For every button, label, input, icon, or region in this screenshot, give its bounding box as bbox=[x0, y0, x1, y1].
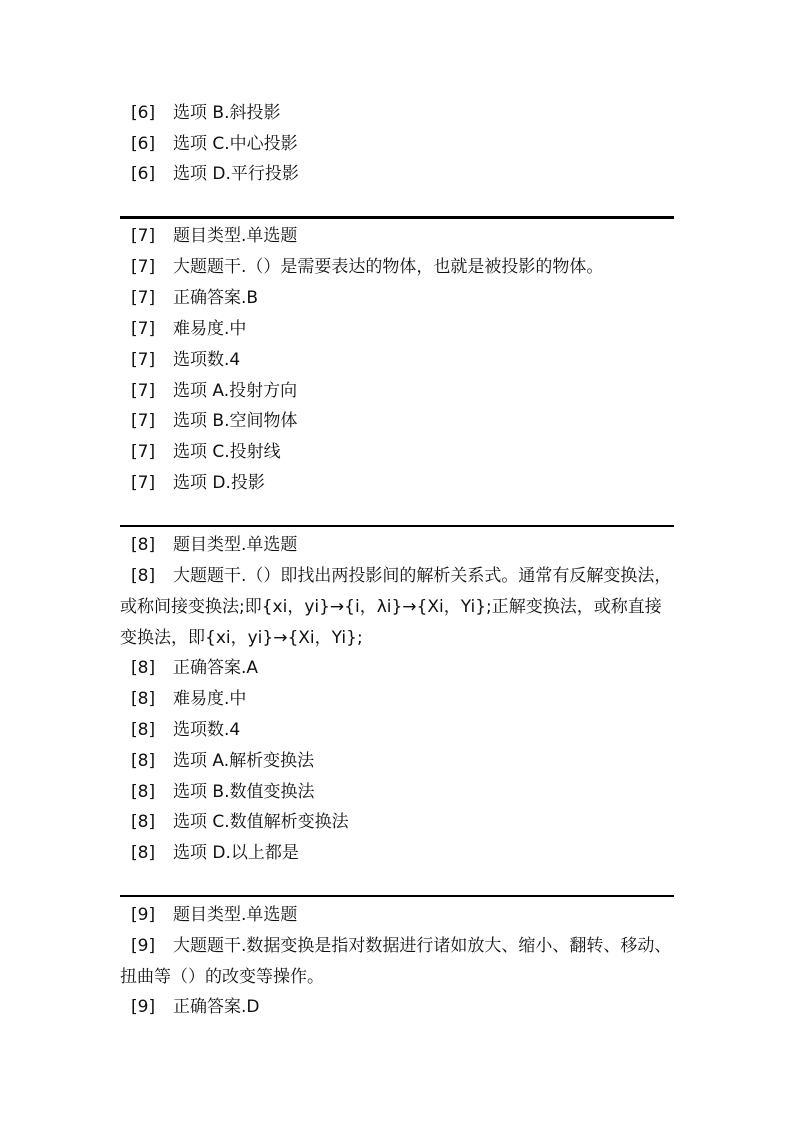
q7-difficulty-text: 难易度.中 bbox=[173, 319, 247, 339]
q7-answer bbox=[131, 286, 258, 310]
q7-type bbox=[131, 224, 297, 248]
q8-option-count-text: 选项数.4 bbox=[173, 720, 241, 740]
q8-option-a-text: 选项 A.解析变换法 bbox=[173, 751, 315, 771]
q9-stem bbox=[120, 931, 675, 993]
q8-tag: [8] bbox=[131, 782, 156, 802]
q8-option-b-text: 选项 B.数值变换法 bbox=[173, 782, 315, 802]
q8-difficulty bbox=[131, 687, 246, 711]
q7-option-d bbox=[131, 471, 265, 495]
q7-tag: [7] bbox=[131, 288, 156, 308]
q6-option-d bbox=[131, 162, 299, 186]
q9-answer bbox=[131, 995, 260, 1019]
q7-option-b bbox=[131, 409, 297, 433]
q8-type-text: 题目类型.单选题 bbox=[173, 535, 298, 555]
q8-tag: [8] bbox=[131, 812, 156, 832]
q8-option-c-text: 选项 C.数值解析变换法 bbox=[173, 812, 349, 832]
q7-tag: [7] bbox=[131, 257, 156, 277]
q9-answer-text: 正确答案.D bbox=[173, 997, 260, 1017]
q9-tag: [9] bbox=[131, 936, 156, 956]
q8-tag: [8] bbox=[131, 535, 156, 555]
separator-rule bbox=[120, 525, 674, 527]
q7-option-count-text: 选项数.4 bbox=[173, 350, 241, 370]
q7-option-c bbox=[131, 440, 281, 464]
q8-option-a bbox=[131, 749, 314, 773]
q7-tag: [7] bbox=[131, 319, 156, 339]
q8-stem-text: 大题题干.（）即找出两投影间的解析关系式。通常有反解变换法，或称间接变换法;即{xi，yi}→{i，λi}→{Xi，Yi};正解变换法，或称直接变换法，即{xi，yi}→{Xi，Yi}; bbox=[120, 566, 672, 648]
q7-option-b-text: 选项 B.空间物体 bbox=[173, 411, 298, 431]
q6-tag: [6] bbox=[131, 103, 156, 123]
separator-rule bbox=[120, 216, 674, 219]
q7-option-c-text: 选项 C.投射线 bbox=[173, 442, 281, 462]
q7-tag: [7] bbox=[131, 411, 156, 431]
q7-stem-text: 大题题干.（）是需要表达的物体，也就是被投影的物体。 bbox=[173, 257, 604, 277]
q6-option-b-text: 选项 B.斜投影 bbox=[173, 103, 281, 123]
q8-type bbox=[131, 533, 297, 557]
q6-option-d-text: 选项 D.平行投影 bbox=[173, 164, 299, 184]
q7-option-d-text: 选项 D.投影 bbox=[173, 473, 265, 493]
q8-option-b bbox=[131, 780, 314, 804]
q8-option-c bbox=[131, 810, 349, 834]
q9-type bbox=[131, 903, 297, 927]
q6-option-c-text: 选项 C.中心投影 bbox=[173, 134, 298, 154]
q7-option-a bbox=[131, 379, 297, 403]
q8-tag: [8] bbox=[131, 751, 156, 771]
q6-option-c bbox=[131, 132, 298, 156]
q6-tag: [6] bbox=[131, 164, 156, 184]
q7-difficulty bbox=[131, 317, 246, 341]
q9-tag: [9] bbox=[131, 905, 156, 925]
q9-tag: [9] bbox=[131, 997, 156, 1017]
q7-type-text: 题目类型.单选题 bbox=[173, 226, 298, 246]
q7-option-a-text: 选项 A.投射方向 bbox=[173, 381, 298, 401]
q6-option-b bbox=[131, 101, 280, 125]
q7-tag: [7] bbox=[131, 442, 156, 462]
q7-stem bbox=[131, 255, 603, 279]
q8-option-d-text: 选项 D.以上都是 bbox=[173, 843, 299, 863]
q9-type-text: 题目类型.单选题 bbox=[173, 905, 298, 925]
q8-difficulty-text: 难易度.中 bbox=[173, 689, 247, 709]
q7-tag: [7] bbox=[131, 350, 156, 370]
q9-stem-text: 大题题干.数据变换是指对数据进行诸如放大、缩小、翻转、移动、扭曲等（）的改变等操作。 bbox=[120, 936, 672, 987]
q7-tag: [7] bbox=[131, 381, 156, 401]
q8-option-count bbox=[131, 718, 240, 742]
q7-option-count bbox=[131, 348, 240, 372]
q8-tag: [8] bbox=[131, 658, 156, 678]
q7-answer-text: 正确答案.B bbox=[173, 288, 259, 308]
q8-option-d bbox=[131, 841, 299, 865]
q8-stem bbox=[120, 561, 675, 654]
q6-tag: [6] bbox=[131, 134, 156, 154]
separator-rule bbox=[120, 895, 674, 897]
q8-answer bbox=[131, 656, 258, 680]
q7-tag: [7] bbox=[131, 473, 156, 493]
q8-tag: [8] bbox=[131, 566, 156, 586]
q8-tag: [8] bbox=[131, 843, 156, 863]
q7-tag: [7] bbox=[131, 226, 156, 246]
q8-answer-text: 正确答案.A bbox=[173, 658, 259, 678]
q8-tag: [8] bbox=[131, 689, 156, 709]
q8-tag: [8] bbox=[131, 720, 156, 740]
